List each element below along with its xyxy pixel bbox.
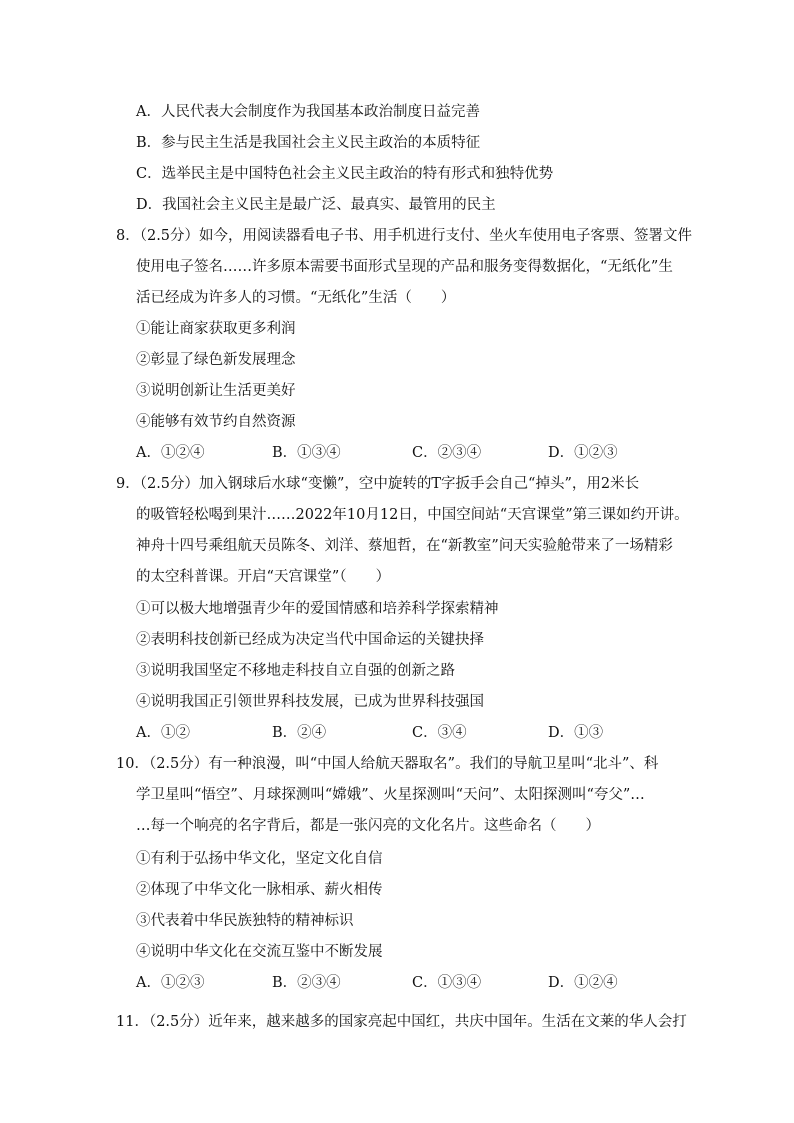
q9-answer-options [136,723,696,743]
q10-statement-2: ②体现了中华文化一脉相承、薪火相传 [136,882,383,898]
q8-option-b: B．①③④ [272,445,341,461]
q10-statement-4: ④说明中华文化在交流互鉴中不断发展 [136,944,383,960]
q8-option-a: A．①②④ [136,445,205,461]
q8-stem-line3: 活已经成为许多人的习惯。“无纸化”生活（ ） [136,290,456,306]
q9-option-a: A．①② [136,725,190,741]
q9-option-b: B．②④ [272,725,327,741]
q9-option-d: D．①③ [548,725,604,741]
q10-statement-1: ①有利于弘扬中华文化，坚定文化自信 [136,851,383,867]
q10-answer-options [136,973,696,993]
q9-statement-2: ②表明科技创新已经成为决定当代中国命运的关键抉择 [136,632,484,648]
q10-statement-3: ③代表着中华民族独特的精神标识 [136,913,354,929]
q9-option-c: C．③④ [412,725,467,741]
q10-option-d: D．①②④ [548,975,618,991]
q8-statement-2: ②彰显了绿色新发展理念 [136,352,296,368]
q9-statement-3: ③说明我国坚定不移地走科技自立自强的创新之路 [136,663,455,679]
q10-stem-line2: 学卫星叫“悟空”、月球探测叫“嫦娥”、火星探测叫“天问”、太阳探测叫“夸父”… [136,787,645,803]
q10-option-c: C．①③④ [412,975,482,991]
q10-option-b: B．②③④ [272,975,341,991]
q9-statement-1: ①可以极大地增强青少年的爱国情感和培养科学探索精神 [136,601,499,617]
q8-answer-options [136,443,696,463]
q8-statement-4: ④能够有效节约自然资源 [136,414,296,430]
q8-stem-line1: 8．（2.5分）如今，用阅读器看电子书、用手机进行支付、坐火车使用电子客票、签署文件 [116,228,693,244]
q10-option-a: A．①②③ [136,975,205,991]
prev-option-b: B．参与民主生活是我国社会主义民主政治的本质特征 [136,135,481,151]
q10-stem-line1: 10．（2.5分）有一种浪漫，叫“中国人给航天器取名”。我们的导航卫星叫“北斗”、科 [116,756,659,772]
q11-stem-line1: 11．（2.5分）近年来，越来越多的国家亮起中国红，共庆中国年。生活在文莱的华人会打 [116,1014,687,1030]
q8-option-d: D．①②③ [548,445,618,461]
q9-statement-4: ④说明我国正引领世界科技发展，已成为世界科技强国 [136,694,484,710]
q9-stem-line3: 神舟十四号乘组航天员陈冬、刘洋、蔡旭哲，在“新教室”问天实验舱带来了一场精彩 [136,538,673,554]
q8-statement-3: ③说明创新让生活更美好 [136,383,296,399]
q9-stem-line4: 的太空科普课。开启“天宫课堂”（ ） [136,569,391,585]
q8-option-c: C．②③④ [412,445,482,461]
q9-stem-line2: 的吸管轻松喝到果汁……2022年10月12日，中国空间站“天宫课堂”第三课如约开讲。 [136,507,689,523]
prev-option-c: C．选举民主是中国特色社会主义民主政治的特有形式和独特优势 [136,166,554,182]
prev-option-a: A．人民代表大会制度作为我国基本政治制度日益完善 [136,104,480,120]
prev-option-d: D．我国社会主义民主是最广泛、最真实、最管用的民主 [136,197,496,213]
q8-statement-1: ①能让商家获取更多利润 [136,321,296,337]
q8-stem-line2: 使用电子签名……许多原本需要书面形式呈现的产品和服务变得数据化，“无纸化”生 [136,259,673,275]
q9-stem-line1: 9．（2.5分）加入钢球后水球“变懒”，空中旋转的T字扳手会自己“掉头”，用2米长 [116,476,640,492]
q10-stem-line3: …每一个响亮的名字背后，都是一张闪亮的文化名片。这些命名（ ） [136,818,600,834]
